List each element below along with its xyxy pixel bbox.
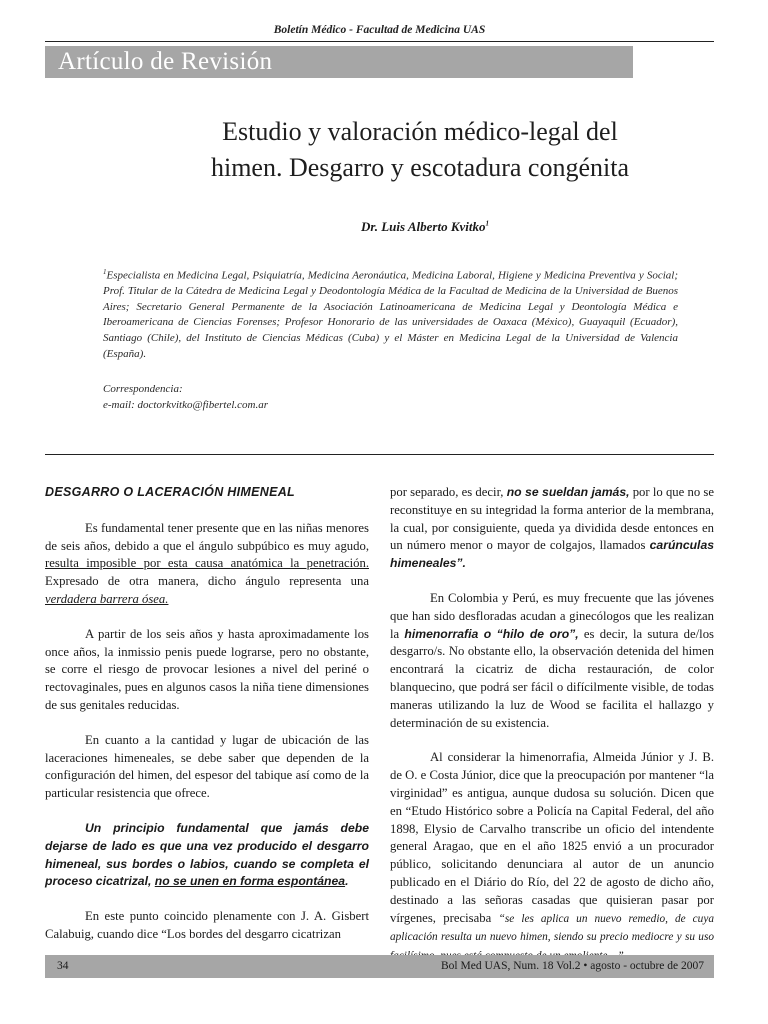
rp2-text-a: En Colombia y Perú, es muy frecuente que las jóvenes que han sido desfloradas acudan a ginecólogos que les realizan la — [390, 590, 714, 641]
rp1-text-a: por separado, es decir, — [390, 485, 507, 499]
section-banner — [45, 46, 633, 78]
p4-text: Un principio fundamental que jamás debe dejarse de lado es que una vez producido el desgarro himeneal, sus bordes o labios, cuando se completa el proceso cicatrizal, — [45, 820, 369, 889]
p1-underlined: resulta imposible por esta causa anatómica la penetración. — [45, 556, 369, 571]
paragraph-2: A partir de los seis años y hasta aproximadamente los once años, la inmissio penis puede lograrse, pero no obstante, se corre el riesgo de provocar lesiones a nivel del periné o rectovaginales, pues en algunos casos la niña tiene dimensiones de sus genitales reducidas. — [45, 626, 369, 712]
p4-end: . — [345, 874, 349, 889]
journal-header: Boletín Médico - Facultad de Medicina UAS — [273, 24, 486, 36]
paragraph-4 — [45, 820, 369, 891]
right-column — [390, 484, 714, 966]
paragraph-3: En cuanto a la cantidad y lugar de ubicación de las laceraciones himeneales, se debe saber que dependen de la configuración del himen, del espesor del tabique así como de la particular resistencia que ofrece. — [45, 732, 369, 801]
p1-text-b: Expresado de otra manera, dicho ángulo representa una — [45, 574, 369, 589]
correspondence-label: Correspondencia: — [103, 383, 183, 395]
author-affiliation — [103, 265, 678, 362]
rp1-bold: no se sueldan jamás, — [506, 485, 630, 499]
correspondence-email[interactable]: e-mail: doctorkvitko@fibertel.com.ar — [103, 398, 268, 411]
footer-bar — [45, 955, 714, 978]
right-paragraph-1 — [390, 484, 714, 573]
rp2-text-c: es decir, la sutura de/los desgarro/s. No obstante ello, la observación detenida del himen encontrará la cicatriz de dicha restauración, de color blanquecino, que podrá ser fácil o difícilmente visible, de todas maneras utilizando la luz de Wood se facilita el hallazgo y determinación de su existencia. — [390, 626, 714, 730]
page-number: 34 — [57, 960, 69, 972]
rp2-bold: himenorrafia o “hilo de oro”, — [404, 626, 579, 641]
author-name: Dr. Luis Alberto Kvitko — [361, 219, 486, 234]
p4-underlined: no se unen en forma espontánea — [154, 874, 346, 889]
paragraph-5: En este punto coincido plenamente con J. A. Gisbert Calabuig, cuando dice “Los bordes del desgarro cicatrizan — [45, 909, 369, 941]
section-label: Artículo de Revisión — [58, 48, 273, 75]
footer-citation: Bol Med UAS, Num. 18 Vol.2 • agosto - octubre de 2007 — [441, 960, 704, 972]
right-paragraph-3 — [390, 749, 714, 966]
rp3-quote: “se les aplica un nuevo remedio, de cuya aplicación resulta un nuevo himen, siendo su precio mediocre y su uso — [390, 912, 714, 944]
article-title — [120, 114, 720, 186]
correspondence — [103, 382, 678, 413]
affiliation-footnote-mark: 1 — [103, 268, 107, 276]
affiliation-text: Especialista en Medicina Legal, Psiquiatría, Medicina Aeronáutica, Medicina Laboral, Higiene y Medicina Preventiva y Social; Prof. Titular de la Cátedra de Medicina Legal y Deodontología Médica de la Facultad de Medicina de la Universidad de Buenos Aires; Secretario General Permanente de la Asociación Latinoamericana de Medicina Legal y Deontología Médica e Iberoamericana de Ciencias Forenses; Profesor Honorario de las universidades de Oaxaca (México), Guayaquil (Ecuador), Santiago (Chile), del Instituto de Ciencias Médicas (Cuba) y el Máster en Medicina Legal de la Universidad de Valencia (España). — [103, 269, 678, 360]
author-line — [45, 219, 768, 235]
title-line-1: Estudio y valoración médico-legal del — [222, 117, 618, 146]
left-column — [45, 484, 369, 944]
paragraph-1 — [45, 520, 369, 609]
right-paragraph-2 — [390, 590, 714, 732]
section-heading: DESGARRO O LACERACIÓN HIMENEAL — [45, 485, 295, 499]
rp3-text: Al considerar la himenorrafia, Almeida Júnior y J. B. de O. e Costa Júnior, dice que la preocupación por mantener “la virginidad” es antigua, aunque dudosa su solución. Dicen que en “Etudo Histórico sobre a Policía na Capital Federal, del año 1898, Elysio de Carvalho transcribe un oficio del intendente general Aragao, que en el año 1825 envió a un procurador público, solicitando denunciara al autor de un anuncio publicado en el Diário do Río, del 22 de agosto de dicho año, destinado a las señoras casadas que quisieran pasar por vírgenes, precisaba — [390, 750, 714, 925]
rp1-text-c: por lo que no se reconstituye en su integridad la forma anterior de la membrana, la cual, por consiguiente, queda ya dividida desde entonces en un número menor o mayor de colgajos, llamados — [390, 485, 714, 553]
p1-underlined-italic: verdadera barrera ósea. — [45, 591, 169, 606]
section-divider — [45, 454, 714, 455]
header-rule — [45, 41, 714, 42]
author-footnote-mark: 1 — [485, 219, 489, 228]
p1-text-a: Es fundamental tener presente que en las niñas menores de seis años, debido a que el ángulo subpúbico es muy agudo, — [45, 520, 369, 553]
title-line-2: himen. Desgarro y escotadura congénita — [210, 153, 629, 182]
rp1-bold-end: carúnculas himeneales”. — [390, 538, 714, 571]
